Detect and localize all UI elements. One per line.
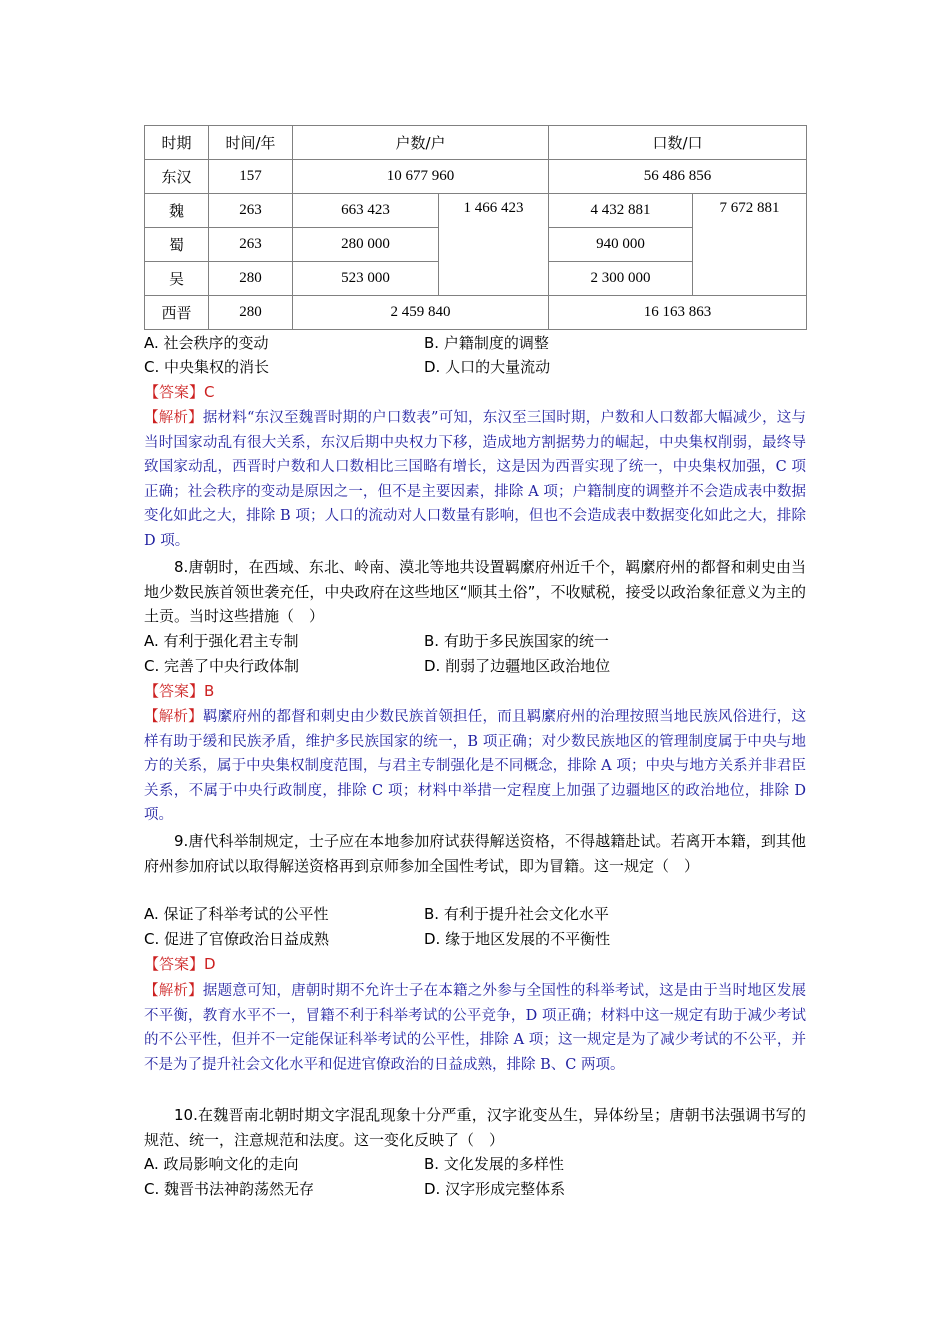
cell-households: 2 459 840 <box>293 296 549 330</box>
q10-option-a: A. 政局影响文化的走向 <box>144 1155 299 1173</box>
table-header-row <box>145 126 807 160</box>
cell-period: 魏 <box>145 194 209 228</box>
cell-period: 蜀 <box>145 228 209 262</box>
cell-year: 263 <box>209 228 293 262</box>
q7-option-b: B. 户籍制度的调整 <box>424 334 549 352</box>
cell-households: 523 000 <box>293 262 439 296</box>
q8-analysis <box>144 705 806 828</box>
cell-year: 280 <box>209 296 293 330</box>
header-year: 时间/年 <box>209 126 293 160</box>
answer-letter: D <box>204 955 216 973</box>
table-row <box>145 194 807 228</box>
cell-households: 280 000 <box>293 228 439 262</box>
q9-option-b: B. 有利于提升社会文化水平 <box>424 905 609 923</box>
cell-population: 16 163 863 <box>549 296 807 330</box>
q9-option-c: C. 促进了官僚政治日益成熟 <box>144 930 330 948</box>
header-households: 户数/户 <box>293 126 549 160</box>
q8-option-c: C. 完善了中央行政体制 <box>144 657 300 675</box>
header-population: 口数/口 <box>549 126 807 160</box>
answer-letter: B <box>204 682 215 700</box>
household-population-table <box>144 125 807 330</box>
cell-period: 吴 <box>145 262 209 296</box>
q7-answer <box>144 382 215 402</box>
q9-answer <box>144 954 216 974</box>
cell-population: 56 486 856 <box>549 160 807 194</box>
cell-population: 4 432 881 <box>549 194 693 228</box>
q7-option-d: D. 人口的大量流动 <box>424 358 551 376</box>
analysis-text: 羁縻府州的都督和刺史由少数民族首领担任，而且羁縻府州的治理按照当地民族风俗进行，这样有助于缓和民族矛盾，维护多民族国家的统一，B 项正确；对少数民族地区的管理制度属于中央与地方的关系，属于中央集权制度范围，与君主专制强化是不同概念，排除 A 项；中央与地方关系并非君臣关系，不属于中央行政制度，排除 C 项；材料中举措一定程度上加强了边疆地区的政治地位，排除 D 项。 <box>144 709 807 824</box>
q8-option-a: A. 有利于强化君主专制 <box>144 632 299 650</box>
q8-option-b: B. 有助于多民族国家的统一 <box>424 632 609 650</box>
q10-option-c: C. 魏晋书法神韵荡然无存 <box>144 1180 315 1198</box>
q10-stem-text: 10.在魏晋南北朝时期文字混乱现象十分严重，汉字讹变丛生，异体纷呈；唐朝书法强调书写的规范、统一，注意规范和法度。这一变化反映了（ ） <box>144 1106 806 1149</box>
q8-stem-text: 8.唐朝时，在西域、东北、岭南、漠北等地共设置羁縻府州近千个，羁縻府州的都督和刺史由当地少数民族首领世袭充任，中央政府在这些地区“顺其土俗”，不收赋税，接受以政治象征意义为主的土贡。当时这些措施（ ） <box>144 558 806 626</box>
cell-year: 280 <box>209 262 293 296</box>
q9-option-a: A. 保证了科举考试的公平性 <box>144 905 329 923</box>
cell-population: 940 000 <box>549 228 693 262</box>
q7-analysis <box>144 406 806 554</box>
q9-stem <box>144 829 806 878</box>
cell-period: 东汉 <box>145 160 209 194</box>
q7-option-c: C. 中央集权的消长 <box>144 358 270 376</box>
q10-option-d: D. 汉字形成完整体系 <box>424 1180 566 1198</box>
analysis-tag: 【解析】 <box>144 983 203 999</box>
cell-population: 2 300 000 <box>549 262 693 296</box>
q9-option-d: D. 缘于地区发展的不平衡性 <box>424 930 611 948</box>
q8-answer <box>144 681 214 701</box>
header-period: 时期 <box>145 126 209 160</box>
answer-tag: 【答案】 <box>144 955 205 973</box>
q8-stem <box>144 555 806 629</box>
answer-letter: C <box>204 383 215 401</box>
cell-households: 10 677 960 <box>293 160 549 194</box>
answer-tag: 【答案】 <box>144 383 205 401</box>
cell-period: 西晋 <box>145 296 209 330</box>
q8-option-d: D. 削弱了边疆地区政治地位 <box>424 657 611 675</box>
table-row <box>145 160 807 194</box>
cell-households: 663 423 <box>293 194 439 228</box>
q10-option-b: B. 文化发展的多样性 <box>424 1155 564 1173</box>
q9-stem-text: 9.唐代科举制规定，士子应在本地参加府试获得解送资格，不得越籍赴试。若离开本籍，到其他府州参加府试以取得解送资格再到京师参加全国性考试，即为冒籍。这一规定（ ） <box>144 832 806 875</box>
table-row <box>145 296 807 330</box>
analysis-tag: 【解析】 <box>144 709 203 725</box>
q10-stem <box>144 1103 806 1152</box>
answer-tag: 【答案】 <box>144 682 205 700</box>
analysis-tag: 【解析】 <box>144 410 203 426</box>
analysis-text: 据材料“东汉至魏晋时期的户口数表”可知，东汉至三国时期，户数和人口数都大幅减少，这与当时国家动乱有很大关系，东汉后期中央权力下移，造成地方割据势力的崛起，中央集权削弱，最终导致国家动乱，西晋时户数和人口数相比三国略有增长，这是因为西晋实现了统一，中央集权加强，C 项正确；社会秩序的变动是原因之一，但不是主要因素，排除 A 项；户籍制度的调整并不会造成表中数据变化如此之大，排除 B 项；人口的流动对人口数量有影响，但也不会造成表中数据变化如此之大，排除 D 项。 <box>144 410 807 549</box>
cell-year: 157 <box>209 160 293 194</box>
q9-analysis <box>144 979 806 1077</box>
cell-three-kingdoms-population-total: 7 672 881 <box>693 194 807 296</box>
cell-three-kingdoms-households-total: 1 466 423 <box>439 194 549 296</box>
analysis-text: 据题意可知，唐朝时期不允许士子在本籍之外参与全国性的科举考试，这是由于当时地区发展不平衡，教育水平不一，冒籍不利于科举考试的公平竞争，D 项正确；材料中这一规定有助于减少考试的不公平性，但并不一定能保证科举考试的公平性，排除 A 项；这一规定是为了减少考试的不公平，并不是为了提升社会文化水平和促进官僚政治的日益成熟，排除 B、C 两项。 <box>144 983 807 1073</box>
q7-option-a: A. 社会秩序的变动 <box>144 334 269 352</box>
cell-year: 263 <box>209 194 293 228</box>
